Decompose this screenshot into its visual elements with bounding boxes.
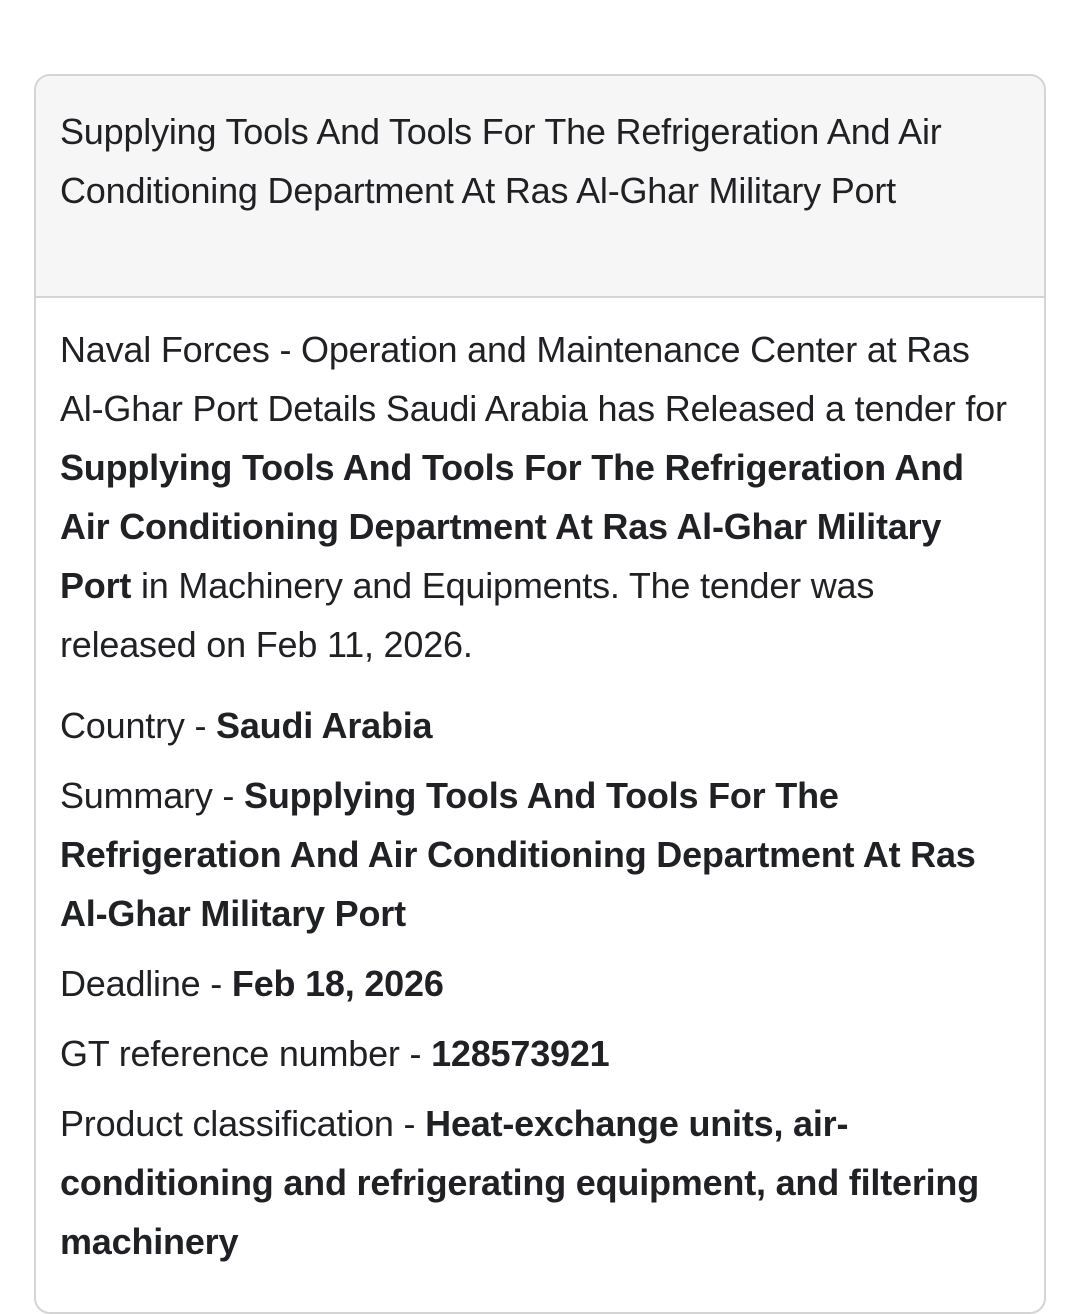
field-label: Product classification -	[60, 1103, 426, 1144]
field-summary	[60, 766, 1020, 943]
description-text-1: Saudi Arabia has Released a tender for	[376, 388, 1007, 429]
field-value: Heat-exchange units, air-conditioning and refrigerating equipment, and filtering machinery	[60, 1103, 980, 1262]
tender-authority: Naval Forces - Operation and Maintenance Center at Ras Al-Ghar Port Details	[60, 329, 970, 429]
tender-description	[60, 320, 1020, 674]
field-label: Summary -	[60, 775, 245, 816]
field-gt-reference-number	[60, 1024, 1020, 1083]
field-value: Saudi Arabia	[216, 705, 433, 746]
field-value: 128573921	[431, 1033, 610, 1074]
field-product-classification	[60, 1094, 1020, 1271]
field-label: Deadline -	[60, 963, 232, 1004]
description-text-2: in Machinery and Equipments. The tender was released on Feb 11, 2026.	[60, 565, 875, 665]
field-label: GT reference number -	[60, 1033, 432, 1074]
field-value: Supplying Tools And Tools For The Refrigeration And Air Conditioning Department At Ras Al-Ghar Military Port	[60, 775, 976, 934]
field-country	[60, 696, 1020, 755]
tender-card	[34, 74, 1046, 1314]
tender-title[interactable]: Supplying Tools And Tools For The Refrigeration And Air Conditioning Department At Ras Al-Ghar Military Port	[60, 111, 942, 211]
description-tender-title: Supplying Tools And Tools For The Refrigeration And Air Conditioning Department At Ras Al-Ghar Military Port	[60, 447, 964, 606]
field-deadline	[60, 954, 1020, 1013]
field-label: Country -	[60, 705, 217, 746]
field-value: Feb 18, 2026	[231, 963, 444, 1004]
tender-card-body	[36, 298, 1044, 1271]
tender-card-header	[36, 76, 1044, 298]
